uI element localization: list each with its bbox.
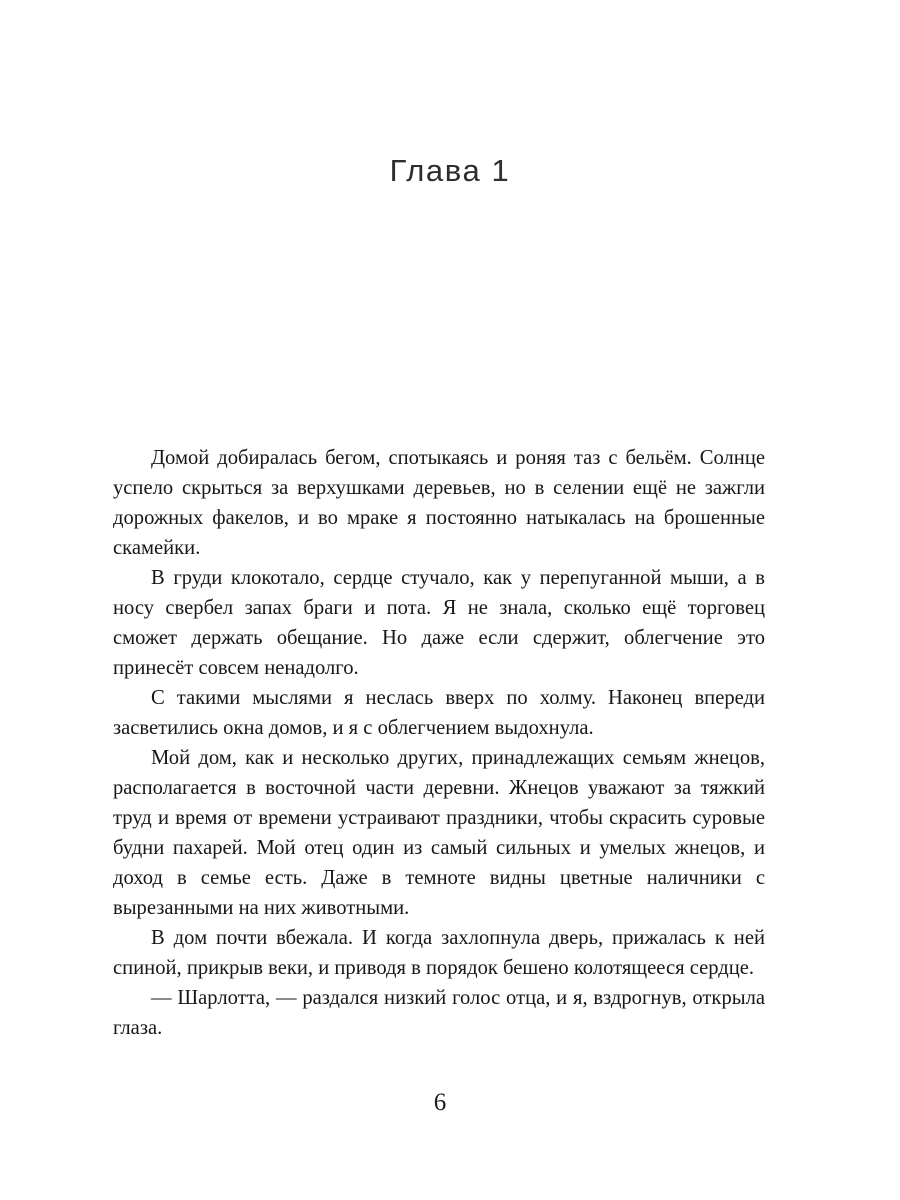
chapter-heading: Глава 1 bbox=[389, 152, 511, 188]
body-text-block bbox=[113, 443, 765, 1043]
paragraph: Домой добиралась бегом, спотыкаясь и роняя таз с бельём. Солнце успело скрыться за верхушками деревьев, но в селении ещё не зажгли дорожных факелов, и во мраке я постоянно натыкалась на брошенные скамейки. bbox=[113, 447, 765, 559]
page-number: 6 bbox=[433, 1089, 447, 1116]
paragraph: Мой дом, как и несколько других, принадлежащих семьям жнецов, располагается в восточной части деревни. Жнецов уважают за тяжкий труд и время от времени устраивают праздники, чтобы скрасить суровые будни пахарей. Мой отец один из самый сильных и умелых жнецов, и доход в семье есть. Даже в темноте видны цветные наличники с вырезанными на них животными. bbox=[113, 747, 765, 919]
paragraph: С такими мыслями я неслась вверх по холму. Наконец впереди засветились окна домов, и я с облегчением выдохнула. bbox=[113, 687, 765, 739]
paragraph: — Шарлотта, — раздался низкий голос отца, и я, вздрогнув, открыла глаза. bbox=[113, 987, 765, 1039]
paragraph: В дом почти вбежала. И когда захлопнула дверь, прижалась к ней спиной, прикрыв веки, и приводя в порядок бешено колотящееся сердце. bbox=[113, 927, 765, 979]
paragraph: В груди клокотало, сердце стучало, как у перепуганной мыши, а в носу свербел запах браги и пота. Я не знала, сколько ещё торговец сможет держать обещание. Но даже если сдержит, облегчение это принесёт совсем ненадолго. bbox=[113, 567, 765, 679]
